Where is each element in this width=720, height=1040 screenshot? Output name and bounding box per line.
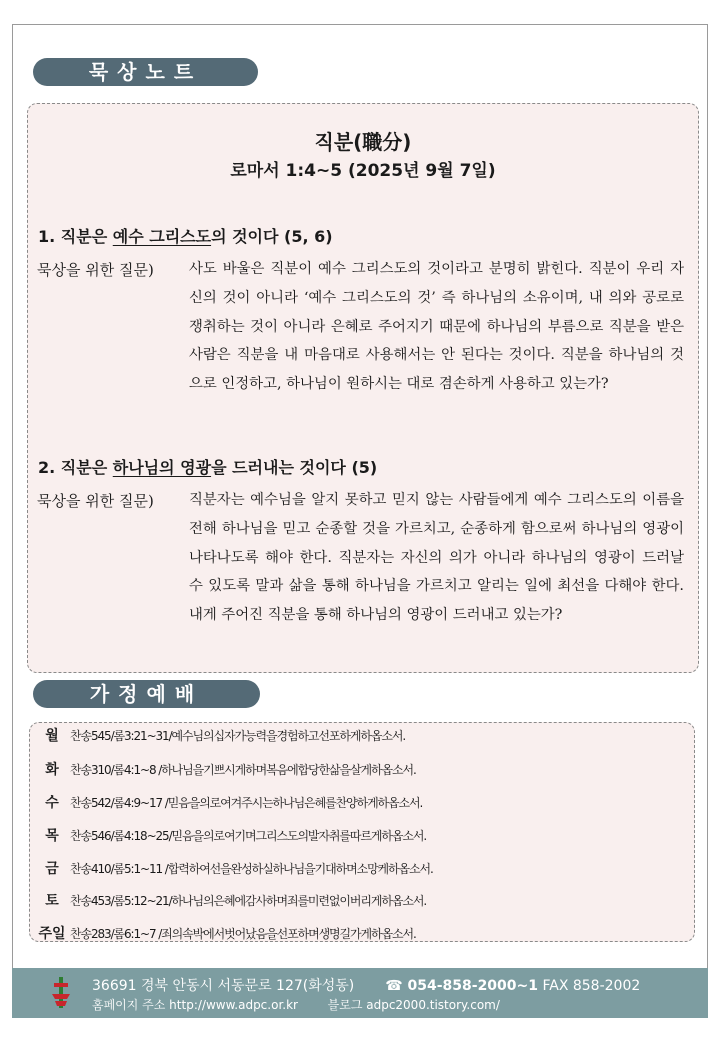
church-address: 36691 경북 안동시 서동문로 127(화성동) xyxy=(92,978,355,994)
fax-number: FAX 858-2002 xyxy=(542,978,641,994)
point-heading-1 xyxy=(38,224,333,247)
point-verses: (5, 6) xyxy=(284,227,333,246)
worship-text: 찬송542/롬4:9~17 /믿음을의로여겨주시는하나님은혜를찬양하게하옵소서. xyxy=(70,795,423,810)
worship-text: 찬송410/롬5:1~11 /합력하여선을완성하실하나님을기대하며소망케하옵소서. xyxy=(70,861,433,876)
worship-row-wed xyxy=(34,791,422,813)
scripture-reference: 로마서 1:4~5 (2025년 9월 7일) xyxy=(230,161,496,181)
sermon-title: 직분(職分) xyxy=(314,130,412,154)
point-post: 의 것이다 xyxy=(211,227,279,246)
worship-day: 금 xyxy=(45,861,59,877)
worship-day: 수 xyxy=(45,795,59,811)
worship-text: 찬송310/롬4:1~8 /하나님을기쁘시게하며복음에합당한삶을살게하옵소서. xyxy=(70,762,416,777)
point-post: 을 드러내는 것이다 xyxy=(211,458,346,477)
worship-text: 찬송545/롬3:21~31/예수님의십자가능력을경험하고선포하게하옵소서. xyxy=(70,728,406,743)
worship-row-mon xyxy=(34,724,405,746)
worship-text: 찬송283/롬6:1~7 /죄의속박에서벗어났음을선포하며생명길가게하옵소서. xyxy=(70,926,416,941)
worship-day: 토 xyxy=(45,893,59,909)
footer-links-line xyxy=(92,996,500,1013)
question-label-2: 묵상을 위한 질문) xyxy=(37,492,154,510)
worship-text: 찬송453/롬5:12~21/하나님의은혜에감사하며죄를미련없이버리게하옵소서. xyxy=(70,893,427,908)
point-number: 2. xyxy=(38,458,56,477)
worship-day: 목 xyxy=(45,828,59,844)
section-label-meditation: 묵상노트 xyxy=(33,58,258,86)
meditation-text-2: 직분자는 예수님을 알지 못하고 믿지 않는 사람들에게 예수 그리스도의 이름을 전해 하나님을 믿고 순종할 것을 가르치고, 순종하게 함으로써 하나님의 영광이 나타나도록 해야 한다. 직분자는 자신의 의가 아니라 하나님의 영광이 드러날 수 있도록 말과 삶을 통해 하나님을 가르치고 알리는 일에 최선을 다해야 한다. 내게 주어진 직분을 통해 하나님의 영광이 드러내고 있는가? xyxy=(189,492,684,624)
worship-day: 주일 xyxy=(38,926,66,942)
worship-text: 찬송546/롬4:18~25/믿음을의로여기며그리스도의발자취를따르게하옵소서. xyxy=(70,828,427,843)
phone-number: ☎ 054-858-2000~1 xyxy=(385,978,539,994)
point-highlight: 예수 그리스도 xyxy=(112,227,212,246)
question-label-1: 묵상을 위한 질문) xyxy=(37,261,154,279)
worship-row-fri xyxy=(34,857,433,879)
worship-day: 화 xyxy=(45,762,59,778)
worship-row-thu xyxy=(34,824,426,846)
point-highlight: 하나님의 영광 xyxy=(112,458,212,477)
worship-row-sun xyxy=(34,922,416,944)
footer-contact-line xyxy=(92,975,640,995)
worship-row-sat xyxy=(34,889,426,911)
point-number: 1. xyxy=(38,227,56,246)
point-pre: 직분은 xyxy=(60,227,108,246)
section-label-family-worship: 가정예배 xyxy=(33,680,260,708)
point-pre: 직분은 xyxy=(60,458,108,477)
worship-day: 월 xyxy=(45,728,59,744)
church-logo-icon xyxy=(50,976,72,1010)
worship-row-tue xyxy=(34,758,416,780)
meditation-text-1: 사도 바울은 직분이 예수 그리스도의 것이라고 분명히 밝힌다. 직분이 우리 자신의 것이 아니라 ‘예수 그리스도의 것’ 즉 하나님의 소유이며, 내 의와 공로로 쟁취하는 것이 아니라 은혜로 주어지기 때문에 하나님의 부름으로 직분을 받은 사람은 직분을 내 마음대로 사용해서는 안 된다는 것이다. 직분을 하나님의 것으로 인정하고, 하나님이 원하시는 대로 겸손하게 사용하고 있는가? xyxy=(189,261,684,393)
homepage-link[interactable]: 홈페이지 주소 http://www.adpc.or.kr xyxy=(92,998,298,1012)
point-verses: (5) xyxy=(351,458,378,477)
point-heading-2 xyxy=(38,455,377,478)
blog-link[interactable]: 블로그 adpc2000.tistory.com/ xyxy=(327,998,500,1012)
